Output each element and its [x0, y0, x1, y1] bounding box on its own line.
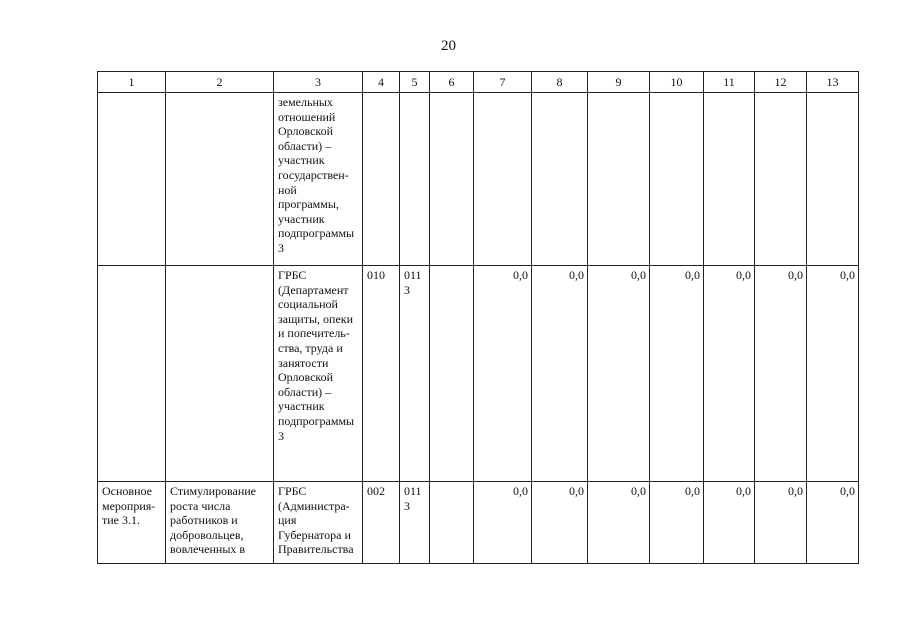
table-cell: [98, 93, 166, 266]
value-cell: 0,0: [704, 266, 755, 482]
code-cell: 002: [363, 482, 400, 564]
value-cell: 0,0: [474, 266, 532, 482]
participant-cell: ГРБС (Администра- ция Губернатора и Правительства: [274, 482, 363, 564]
column-header: 7: [474, 72, 532, 93]
code-cell: 011 3: [400, 266, 430, 482]
table-cell: [474, 93, 532, 266]
value-cell: 0,0: [807, 482, 859, 564]
table-cell: [166, 266, 274, 482]
column-header: 10: [650, 72, 704, 93]
table-row: [98, 93, 859, 266]
table-cell: [532, 93, 588, 266]
activity-cell: Основное мероприя- тие 3.1.: [98, 482, 166, 564]
column-header: 8: [532, 72, 588, 93]
code-cell: 011 3: [400, 482, 430, 564]
budget-table: [97, 71, 859, 564]
table-cell: [98, 266, 166, 482]
value-cell: 0,0: [755, 266, 807, 482]
code-cell: 010: [363, 266, 400, 482]
value-cell: 0,0: [588, 482, 650, 564]
table-cell: [363, 93, 400, 266]
table-row: [98, 482, 859, 564]
table-cell: [650, 93, 704, 266]
column-header: 5: [400, 72, 430, 93]
table-cell: [166, 93, 274, 266]
participant-cell: земельных отношений Орловской области) – участник государствен- ной программы, участник подпрограммы 3: [274, 93, 363, 266]
value-cell: 0,0: [704, 482, 755, 564]
column-header: 4: [363, 72, 400, 93]
table-row: [98, 266, 859, 482]
value-cell: 0,0: [755, 482, 807, 564]
value-cell: 0,0: [650, 266, 704, 482]
table-cell: [430, 482, 474, 564]
table-cell: [588, 93, 650, 266]
table-header-row: [98, 72, 859, 93]
column-header: 3: [274, 72, 363, 93]
column-header: 9: [588, 72, 650, 93]
column-header: 2: [166, 72, 274, 93]
table-cell: [430, 93, 474, 266]
column-header: 1: [98, 72, 166, 93]
column-header: 12: [755, 72, 807, 93]
value-cell: 0,0: [532, 482, 588, 564]
column-header: 13: [807, 72, 859, 93]
value-cell: 0,0: [532, 266, 588, 482]
participant-cell: ГРБС (Департамент социальной защиты, опеки и попечитель- ства, труда и занятости Орловской области) – участник подпрограммы 3: [274, 266, 363, 482]
column-header: 6: [430, 72, 474, 93]
value-cell: 0,0: [588, 266, 650, 482]
column-header: 11: [704, 72, 755, 93]
table-cell: [400, 93, 430, 266]
table-cell: [704, 93, 755, 266]
value-cell: 0,0: [650, 482, 704, 564]
value-cell: 0,0: [474, 482, 532, 564]
value-cell: 0,0: [807, 266, 859, 482]
table-cell: [430, 266, 474, 482]
page-number: 20: [441, 38, 456, 54]
table-cell: [807, 93, 859, 266]
table-cell: [755, 93, 807, 266]
description-cell: Стимулирование роста числа работников и добровольцев, вовлеченных в: [166, 482, 274, 564]
